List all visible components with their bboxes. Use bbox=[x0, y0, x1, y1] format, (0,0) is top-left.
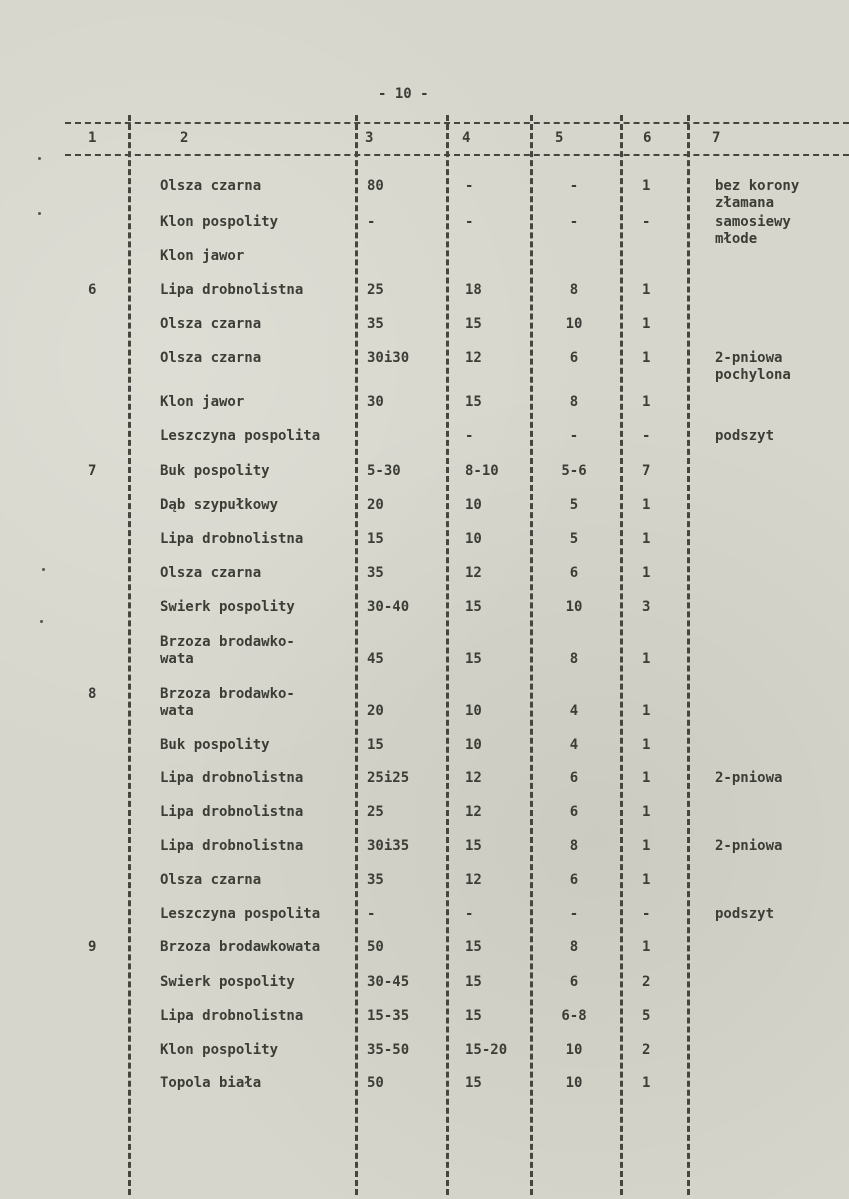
column-5-value: 10 bbox=[565, 599, 583, 615]
column-3-value: 35 bbox=[367, 565, 384, 581]
column-3-value: 15-35 bbox=[367, 1008, 410, 1024]
column-divider bbox=[128, 115, 131, 1195]
speck bbox=[38, 212, 41, 215]
column-5-value: - bbox=[569, 906, 579, 922]
column-6-value: - bbox=[642, 906, 651, 922]
column-6-value: 1 bbox=[642, 350, 651, 366]
column-3-value: 30 bbox=[367, 394, 384, 410]
column-4-value: 18 bbox=[465, 282, 482, 298]
column-3-value: 35 bbox=[367, 872, 384, 888]
column-5-value: 10 bbox=[565, 1042, 583, 1058]
species-name: Topola biała bbox=[160, 1075, 262, 1091]
column-6-value: - bbox=[642, 428, 651, 444]
column-3-value: 15 bbox=[367, 531, 384, 547]
column-4-value: - bbox=[465, 428, 474, 444]
section-number: 7 bbox=[88, 463, 97, 479]
column-divider bbox=[446, 115, 449, 1195]
column-5-value: - bbox=[569, 428, 579, 444]
column-6-value: 1 bbox=[642, 838, 651, 854]
column-6-value: 1 bbox=[642, 497, 651, 513]
column-6-value: 1 bbox=[642, 394, 651, 410]
column-4-value: 15 bbox=[465, 316, 482, 332]
column-header-6: 6 bbox=[643, 130, 652, 146]
column-4-value: - bbox=[465, 214, 474, 230]
column-6-value: 1 bbox=[642, 178, 651, 194]
page-number: - 10 - bbox=[378, 86, 429, 102]
species-name: Swierk pospolity bbox=[160, 599, 295, 615]
column-5-value: 4 bbox=[569, 737, 579, 753]
column-4-value: 15 bbox=[465, 838, 482, 854]
species-name: Klon pospolity bbox=[160, 1042, 279, 1058]
column-6-value: 1 bbox=[642, 565, 651, 581]
column-3-value: 20 bbox=[367, 497, 384, 513]
column-4-value: 12 bbox=[465, 770, 482, 786]
column-4-value: 10 bbox=[465, 497, 482, 513]
column-5-value: 6 bbox=[569, 974, 579, 990]
column-4-value: 15-20 bbox=[465, 1042, 508, 1058]
column-6-value: 1 bbox=[642, 1075, 651, 1091]
column-5-value: 8 bbox=[569, 651, 579, 667]
column-header-5: 5 bbox=[555, 130, 564, 146]
species-name: Olsza czarna bbox=[160, 316, 262, 332]
species-name: Lipa drobnolistna bbox=[160, 804, 304, 820]
remarks: podszyt bbox=[715, 428, 775, 444]
column-5-value: 4 bbox=[569, 703, 579, 719]
species-name: Brzoza brodawko- wata bbox=[160, 686, 295, 719]
column-5-value: 8 bbox=[569, 838, 579, 854]
column-5-value: 5 bbox=[569, 497, 579, 513]
column-5-value: 6 bbox=[569, 804, 579, 820]
column-5-value: 6-8 bbox=[561, 1008, 587, 1024]
column-3-value: 30i35 bbox=[367, 838, 410, 854]
species-name: Olsza czarna bbox=[160, 565, 262, 581]
species-name: Lipa drobnolistna bbox=[160, 282, 304, 298]
column-6-value: 1 bbox=[642, 939, 651, 955]
column-6-value: 1 bbox=[642, 804, 651, 820]
column-header-1: 1 bbox=[88, 130, 97, 146]
column-4-value: - bbox=[465, 906, 474, 922]
column-4-value: 15 bbox=[465, 394, 482, 410]
column-3-value: 30i30 bbox=[367, 350, 410, 366]
column-3-value: 35 bbox=[367, 316, 384, 332]
species-name: Klon jawor bbox=[160, 394, 245, 410]
column-3-value: 50 bbox=[367, 939, 384, 955]
column-6-value: 1 bbox=[642, 651, 651, 667]
column-4-value: 15 bbox=[465, 1075, 482, 1091]
column-6-value: 2 bbox=[642, 974, 651, 990]
species-name: Dąb szypułkowy bbox=[160, 497, 279, 513]
column-5-value: 5-6 bbox=[561, 463, 587, 479]
column-header-3: 3 bbox=[365, 130, 374, 146]
column-5-value: 8 bbox=[569, 939, 579, 955]
remarks: 2-pniowa pochylona bbox=[715, 350, 791, 383]
column-6-value: 1 bbox=[642, 703, 651, 719]
column-4-value: 12 bbox=[465, 804, 482, 820]
column-4-value: 15 bbox=[465, 651, 482, 667]
column-3-value: 45 bbox=[367, 651, 384, 667]
remarks: 2-pniowa bbox=[715, 838, 783, 854]
species-name: Buk pospolity bbox=[160, 737, 270, 753]
column-5-value: 6 bbox=[569, 872, 579, 888]
column-6-value: 2 bbox=[642, 1042, 651, 1058]
species-name: Lipa drobnolistna bbox=[160, 770, 304, 786]
column-6-value: 3 bbox=[642, 599, 651, 615]
column-5-value: - bbox=[569, 214, 579, 230]
column-3-value: - bbox=[367, 214, 376, 230]
column-3-value: 5-30 bbox=[367, 463, 401, 479]
species-name: Leszczyna pospolita bbox=[160, 906, 321, 922]
column-3-value: 20 bbox=[367, 703, 384, 719]
column-5-value: 5 bbox=[569, 531, 579, 547]
column-3-value: 80 bbox=[367, 178, 384, 194]
species-name: Lipa drobnolistna bbox=[160, 838, 304, 854]
species-name: Lipa drobnolistna bbox=[160, 531, 304, 547]
column-header-2: 2 bbox=[180, 130, 189, 146]
column-5-value: 8 bbox=[569, 282, 579, 298]
column-4-value: 12 bbox=[465, 872, 482, 888]
column-4-value: 12 bbox=[465, 350, 482, 366]
species-name: Swierk pospolity bbox=[160, 974, 295, 990]
column-4-value: 15 bbox=[465, 599, 482, 615]
species-name: Brzoza brodawkowata bbox=[160, 939, 321, 955]
species-name: Olsza czarna bbox=[160, 178, 262, 194]
column-5-value: - bbox=[569, 178, 579, 194]
column-5-value: 10 bbox=[565, 1075, 583, 1091]
speck bbox=[42, 568, 45, 571]
column-4-value: - bbox=[465, 178, 474, 194]
column-4-value: 10 bbox=[465, 531, 482, 547]
column-4-value: 15 bbox=[465, 939, 482, 955]
table-top-rule bbox=[65, 122, 849, 124]
column-4-value: 8-10 bbox=[465, 463, 499, 479]
species-name: Klon pospolity bbox=[160, 214, 279, 230]
column-6-value: 1 bbox=[642, 872, 651, 888]
column-4-value: 12 bbox=[465, 565, 482, 581]
column-6-value: 5 bbox=[642, 1008, 651, 1024]
remarks: samosiewy młode bbox=[715, 214, 791, 247]
column-5-value: 6 bbox=[569, 770, 579, 786]
species-name: Lipa drobnolistna bbox=[160, 1008, 304, 1024]
column-3-value: 25i25 bbox=[367, 770, 410, 786]
column-3-value: 35-50 bbox=[367, 1042, 410, 1058]
column-4-value: 10 bbox=[465, 737, 482, 753]
remarks: bez korony złamana bbox=[715, 178, 800, 211]
remarks: 2-pniowa bbox=[715, 770, 783, 786]
remarks: podszyt bbox=[715, 906, 775, 922]
species-name: Olsza czarna bbox=[160, 350, 262, 366]
section-number: 9 bbox=[88, 939, 97, 955]
column-3-value: 30-40 bbox=[367, 599, 410, 615]
column-6-value: 7 bbox=[642, 463, 651, 479]
column-6-value: 1 bbox=[642, 316, 651, 332]
column-6-value: 1 bbox=[642, 770, 651, 786]
species-name: Brzoza brodawko- wata bbox=[160, 634, 295, 667]
column-divider bbox=[355, 115, 358, 1195]
column-5-value: 8 bbox=[569, 394, 579, 410]
column-6-value: 1 bbox=[642, 282, 651, 298]
species-name: Buk pospolity bbox=[160, 463, 270, 479]
section-number: 8 bbox=[88, 686, 97, 702]
column-5-value: 10 bbox=[565, 316, 583, 332]
column-6-value: 1 bbox=[642, 737, 651, 753]
column-5-value: 6 bbox=[569, 350, 579, 366]
species-name: Leszczyna pospolita bbox=[160, 428, 321, 444]
column-4-value: 15 bbox=[465, 974, 482, 990]
column-divider bbox=[687, 115, 690, 1195]
species-name: Olsza czarna bbox=[160, 872, 262, 888]
column-3-value: - bbox=[367, 906, 376, 922]
column-6-value: - bbox=[642, 214, 651, 230]
column-6-value: 1 bbox=[642, 531, 651, 547]
speck bbox=[40, 620, 43, 623]
speck bbox=[38, 157, 41, 160]
column-5-value: 6 bbox=[569, 565, 579, 581]
column-4-value: 15 bbox=[465, 1008, 482, 1024]
column-3-value: 15 bbox=[367, 737, 384, 753]
column-header-4: 4 bbox=[462, 130, 471, 146]
column-3-value: 50 bbox=[367, 1075, 384, 1091]
column-4-value: 10 bbox=[465, 703, 482, 719]
species-name: Klon jawor bbox=[160, 248, 245, 264]
column-3-value: 25 bbox=[367, 282, 384, 298]
section-number: 6 bbox=[88, 282, 97, 298]
column-3-value: 30-45 bbox=[367, 974, 410, 990]
header-bottom-rule bbox=[65, 154, 849, 156]
column-3-value: 25 bbox=[367, 804, 384, 820]
column-header-7: 7 bbox=[712, 130, 721, 146]
column-divider bbox=[620, 115, 623, 1195]
